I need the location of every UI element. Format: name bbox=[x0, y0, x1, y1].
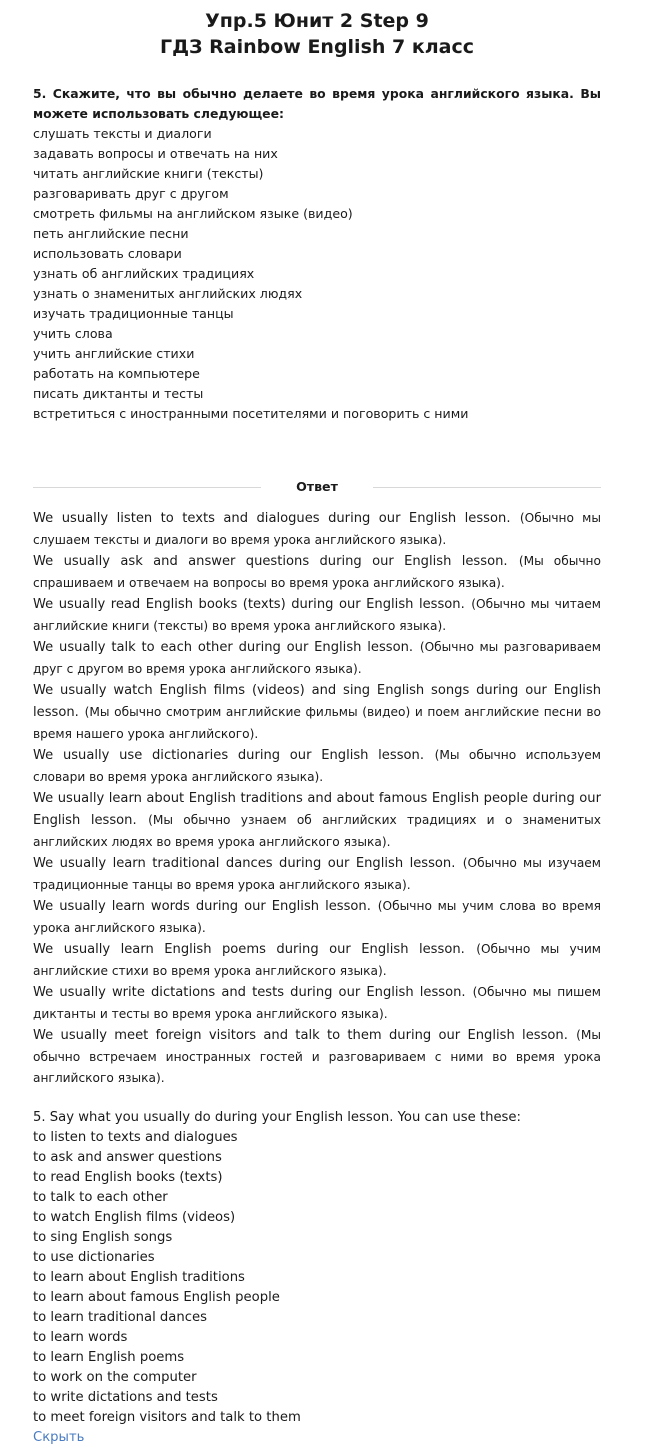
english-task-item: to ask and answer questions bbox=[33, 1150, 222, 1165]
task-heading: 5. Скажите, что вы обычно делаете во время урока английского языка. Вы можете использовать следующее: bbox=[33, 86, 601, 121]
task-item: петь английские песни bbox=[33, 226, 189, 241]
task-item: изучать традиционные танцы bbox=[33, 306, 234, 321]
answer-ru: (Обычно мы учим слова во время урока английского языка). bbox=[33, 899, 601, 935]
english-task bbox=[33, 1108, 601, 1448]
task-list bbox=[33, 124, 601, 424]
answer-ru: (Мы обычно встречаем иностранных гостей и разговариваем с ними во время урока английского языка). bbox=[33, 1028, 601, 1085]
answer-en: We usually learn English poems during our English lesson. bbox=[33, 942, 465, 957]
answer-paragraph bbox=[33, 981, 601, 1024]
answer-ru: (Мы обычно спрашиваем и отвечаем на вопросы во время урока английского языка). bbox=[33, 554, 601, 590]
english-task-item: to learn words bbox=[33, 1330, 128, 1345]
task-item: разговаривать друг с другом bbox=[33, 186, 229, 201]
answer-paragraph bbox=[33, 895, 601, 938]
english-task-item: to learn about English traditions bbox=[33, 1270, 245, 1285]
english-task-item: to listen to texts and dialogues bbox=[33, 1130, 238, 1145]
divider-line-left bbox=[33, 487, 261, 488]
answer-en: We usually watch English films (videos) and sing English songs during our English lesson. bbox=[33, 683, 601, 720]
task-item: писать диктанты и тесты bbox=[33, 386, 204, 401]
answer-paragraph bbox=[33, 938, 601, 981]
answer-paragraph bbox=[33, 593, 601, 636]
answer-en: We usually read English books (texts) during our English lesson. bbox=[33, 597, 465, 612]
answer-paragraph bbox=[33, 636, 601, 679]
answer-en: We usually ask and answer questions during our English lesson. bbox=[33, 554, 508, 569]
task-item: смотреть фильмы на английском языке (видео) bbox=[33, 206, 353, 221]
english-task-item: to read English books (texts) bbox=[33, 1170, 223, 1185]
answer-ru: (Мы обычно смотрим английские фильмы (видео) и поем английские песни во время нашего урока английского). bbox=[33, 705, 602, 741]
answer-ru: (Мы обычно используем словари во время урока английского языка). bbox=[33, 748, 601, 784]
hide-link[interactable]: Скрыть bbox=[33, 1430, 85, 1445]
answer-text bbox=[33, 507, 601, 1088]
task-item: использовать словари bbox=[33, 246, 182, 261]
answer-en: We usually learn words during our English lesson. bbox=[33, 899, 371, 914]
task-item: встретиться с иностранными посетителями и поговорить с ними bbox=[33, 406, 469, 421]
answer-en: We usually write dictations and tests during our English lesson. bbox=[33, 985, 466, 1000]
english-task-heading: 5. Say what you usually do during your English lesson. You can use these: bbox=[33, 1110, 521, 1125]
english-task-item: to meet foreign visitors and talk to them bbox=[33, 1410, 301, 1425]
answer-en: We usually listen to texts and dialogues during our English lesson. bbox=[33, 511, 511, 526]
answer-ru: (Обычно мы учим английские стихи во время урока английского языка). bbox=[33, 942, 601, 978]
answer-paragraph bbox=[33, 550, 601, 593]
english-task-item: to learn English poems bbox=[33, 1350, 185, 1365]
answer-ru: (Обычно мы разговариваем друг с другом во время урока английского языка). bbox=[33, 640, 601, 676]
answer-en: We usually talk to each other during our English lesson. bbox=[33, 640, 414, 655]
answer-en: We usually learn traditional dances during our English lesson. bbox=[33, 856, 456, 871]
answer-paragraph bbox=[33, 744, 601, 787]
answer-ru: (Обычно мы слушаем тексты и диалоги во время урока английского языка). bbox=[33, 511, 601, 547]
english-task-item: to learn about famous English people bbox=[33, 1290, 280, 1305]
answer-paragraph bbox=[33, 679, 601, 744]
page-title-line2: ГДЗ Rainbow English 7 класс bbox=[159, 36, 475, 58]
english-task-list bbox=[33, 1128, 601, 1428]
task-item: узнать о знаменитых английских людях bbox=[33, 286, 303, 301]
answer-ru: (Обычно мы читаем английские книги (тексты) во время урока английского языка). bbox=[33, 597, 602, 633]
english-task-item: to write dictations and tests bbox=[33, 1390, 218, 1405]
task-item: работать на компьютере bbox=[33, 366, 200, 381]
answer-en: We usually meet foreign visitors and talk to them during our English lesson. bbox=[33, 1028, 568, 1043]
answer-paragraph bbox=[33, 852, 601, 895]
answer-ru: (Обычно мы пишем диктанты и тесты во время урока английского языка). bbox=[33, 985, 601, 1021]
english-task-item: to watch English films (videos) bbox=[33, 1210, 236, 1225]
english-task-item: to learn traditional dances bbox=[33, 1310, 207, 1325]
answer-en: We usually learn about English traditions and about famous English people during our English lesson. bbox=[33, 791, 601, 828]
task-item: учить английские стихи bbox=[33, 346, 195, 361]
answer-paragraph bbox=[33, 1024, 601, 1088]
task-item: учить слова bbox=[33, 326, 113, 341]
page-content bbox=[33, 0, 601, 1448]
english-task-item: to use dictionaries bbox=[33, 1250, 155, 1265]
task-item: узнать об английских традициях bbox=[33, 266, 255, 281]
answer-paragraph bbox=[33, 507, 601, 550]
english-task-item: to work on the computer bbox=[33, 1370, 197, 1385]
answer-paragraph bbox=[33, 787, 601, 852]
task-item: слушать тексты и диалоги bbox=[33, 126, 212, 141]
page-title-line1: Упр.5 Юнит 2 Step 9 bbox=[205, 10, 429, 32]
divider-line-right bbox=[373, 487, 601, 488]
answer-ru: (Мы обычно узнаем об английских традициях и о знаменитых английских людях во время урока английского языка). bbox=[33, 813, 601, 849]
answer-ru: (Обычно мы изучаем традиционные танцы во время урока английского языка). bbox=[33, 856, 601, 892]
answer-label: Ответ bbox=[296, 479, 338, 494]
page-title bbox=[33, 8, 601, 60]
english-task-item: to talk to each other bbox=[33, 1190, 168, 1205]
task-item: задавать вопросы и отвечать на них bbox=[33, 146, 278, 161]
english-task-item: to sing English songs bbox=[33, 1230, 173, 1245]
task-item: читать английские книги (тексты) bbox=[33, 166, 264, 181]
answer-en: We usually use dictionaries during our English lesson. bbox=[33, 748, 424, 763]
answer-divider bbox=[33, 477, 601, 497]
